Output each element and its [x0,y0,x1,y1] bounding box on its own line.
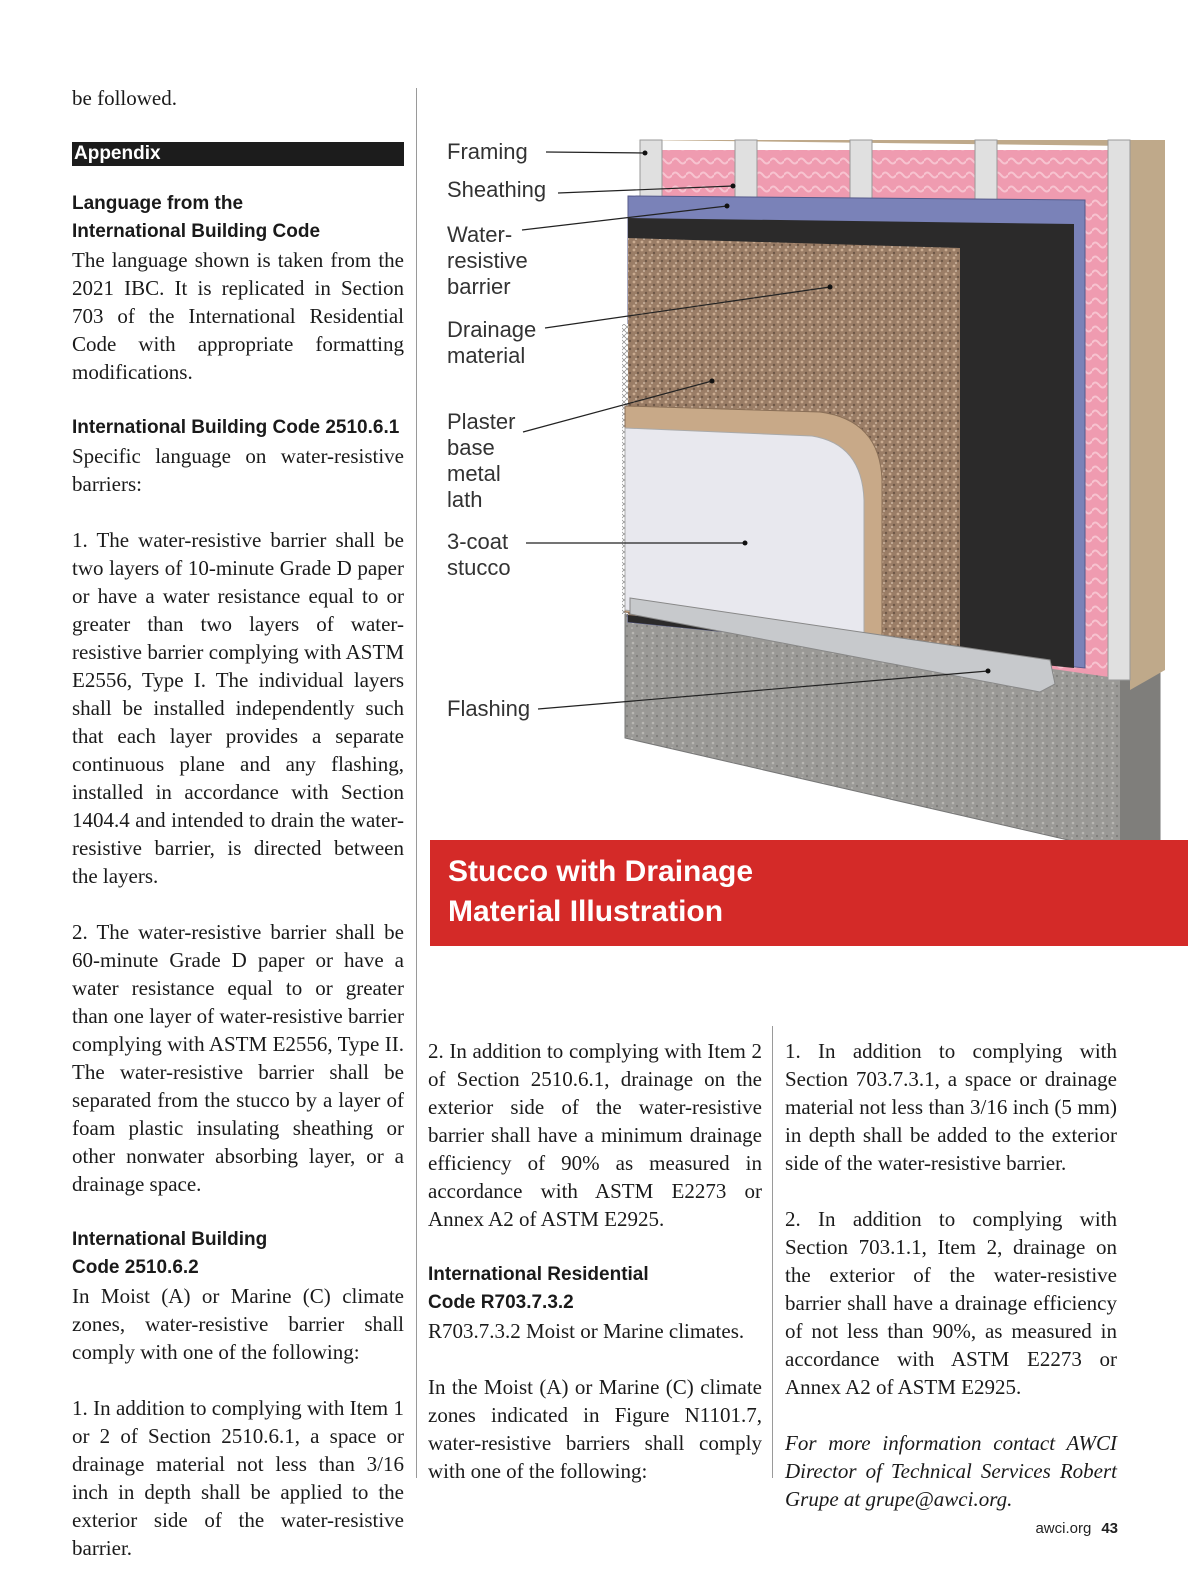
section-heading-ibc: Language from the International Building Code [72,193,321,242]
label-framing: Framing [447,139,528,164]
label-flashing: Flashing [447,696,531,721]
section-heading-r703-7-3-2: International Residential Code R703.7.3.2 [428,1264,649,1313]
paragraph-moist-marine: In Moist (A) or Marine (C) climate zones, water-resistive barrier shall comply with one of the following: [72,1284,404,1364]
paragraph-irc-moist-marine: In the Moist (A) or Marine (C) climate zones indicated in Figure N1101.7, water-resistive barriers shall comply with one of the following: [428,1375,762,1483]
paragraph-r703-title: R703.7.3.2 Moist or Marine climates. [428,1319,745,1343]
page-footer [1035,1520,1118,1537]
paragraph-item-1: 1. The water-resistive barrier shall be two layers of 10-minute Grade D paper or have a water resistance equal to or greater than two layers of water-resistive barrier complying with ASTM E2556, Type I. The individual layers shall be installed independently such that each layer provides a separate continuous plane and any flashing, installed in accordance with Section 1404.4 and intended to drain the water-resistive barrier, is directed between the layers. [72,528,404,888]
label-3-coat-stucco: 3-coat stucco [447,529,511,580]
footer-site: awci.org [1035,1520,1092,1537]
paragraph-specific-language: Specific language on water-resistive barriers: [72,444,404,496]
appendix-heading: Appendix [72,142,404,166]
column-divider-2 [772,1026,773,1478]
column-left [72,84,404,1562]
intro-text: be followed. [72,86,177,110]
paragraph-drainage-item-1: 1. In addition to complying with Item 1 or 2 of Section 2510.6.1, a space or drainage material not less than 3/16 inch in depth shall be applied to the exterior side of the water-resistive barrier. [72,1396,404,1560]
label-sheathing: Sheathing [447,177,547,202]
label-water-resistive-barrier: Water- resistive barrier [447,222,528,299]
figure-caption-box [430,840,1188,946]
paragraph-item-2: 2. The water-resistive barrier shall be 60-minute Grade D paper or have a water resistance equal to or greater than one layer of water-resistive barrier complying with ASTM E2556, Type II. The water-resistive barrier shall be separated from the stucco by a layer of foam plastic insulating sheathing or other nonwater absorbing layer, or a drainage space. [72,920,404,1196]
paragraph-irc-item-1: 1. In addition to complying with Section 703.7.3.1, a space or drainage material not less than 3/16 inch (5 mm) in depth shall be added to the exterior side of the water-resistive barrier. [785,1039,1117,1175]
label-drainage-material: Drainage material [447,317,537,368]
paragraph-irc-item-2: 2. In addition to complying with Section 703.1.1, Item 2, drainage on the exterior of the water-resistive barrier shall have a drainage efficiency of not less than 90%, as measured in accordance with ASTM E2273 or Annex A2 of ASTM E2925. [785,1207,1117,1399]
column-right [785,1037,1117,1513]
column-divider-1 [416,88,417,1478]
column-middle [428,1037,762,1485]
section-heading-2510-6-2: International Building Code 2510.6.2 [72,1229,268,1278]
paragraph-ibc-source: The language shown is taken from the 2021 IBC. It is replicated in Section 703 of the International Residential Code with appropriate formatting modifications. [72,248,404,384]
page-number: 43 [1101,1520,1118,1537]
stucco-wall-illustration [420,120,1200,860]
figure-caption: Stucco with Drainage Material Illustration [448,855,754,928]
paragraph-drainage-item-2: 2. In addition to complying with Item 2 of Section 2510.6.1, drainage on the exterior side of the water-resistive barrier shall have a minimum drainage efficiency of 90% as measured in accordance with ASTM E2273 or Annex A2 of ASTM E2925. [428,1039,762,1231]
section-heading-2510-6-1: International Building Code 2510.6.1 [72,417,400,438]
label-plaster-base-metal-lath: Plaster base metal lath [447,409,516,512]
contact-note: For more information contact AWCI Director of Technical Services Robert Grupe at grupe@awci.org. [785,1431,1117,1511]
